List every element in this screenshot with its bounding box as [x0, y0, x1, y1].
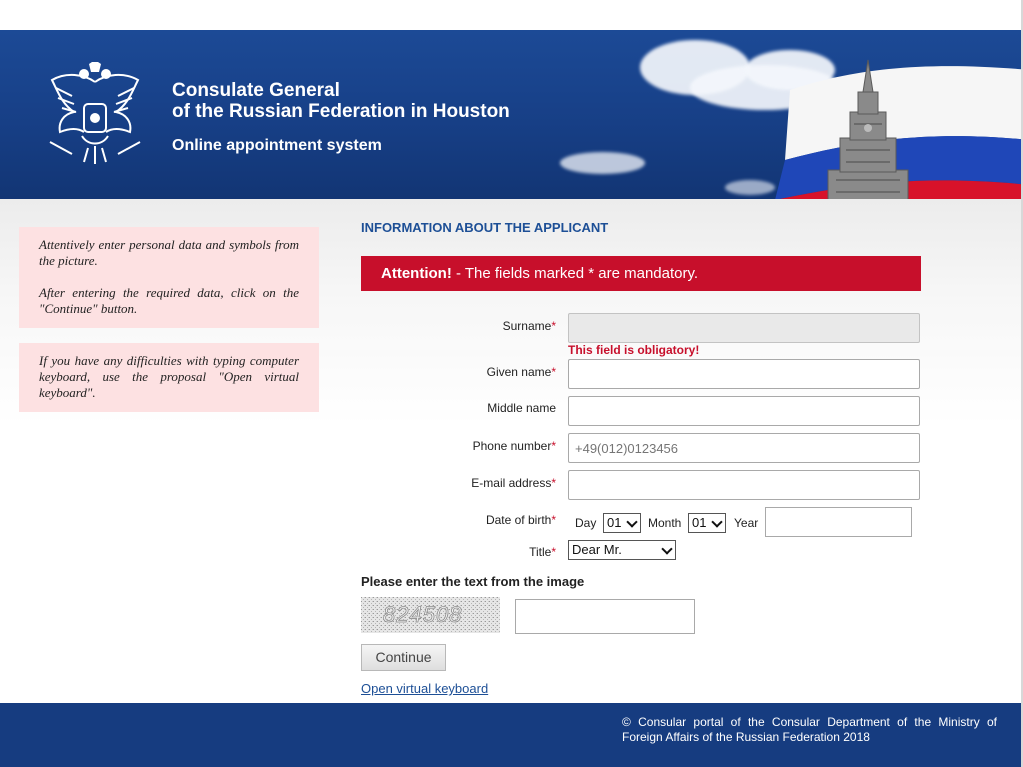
- dob-label: [486, 513, 556, 527]
- email-label: [471, 476, 556, 490]
- keyboard-hint-note: [19, 343, 319, 412]
- surname-label: [503, 319, 556, 333]
- label-text: E-mail address: [471, 476, 552, 490]
- site-title-line2: of the Russian Federation in Houston: [172, 101, 510, 122]
- section-title: INFORMATION ABOUT THE APPLICANT: [361, 220, 609, 235]
- chevron-down-icon: [626, 516, 637, 527]
- note-text: After entering the required data, click on the "Continue" button.: [39, 285, 299, 316]
- chevron-down-icon: [661, 543, 672, 554]
- captcha-prompt: Please enter the text from the image: [361, 574, 585, 589]
- label-text: Title: [529, 545, 552, 559]
- captcha-code: 824508: [383, 602, 463, 627]
- email-input[interactable]: [568, 470, 920, 500]
- required-mark: *: [551, 319, 556, 333]
- title-label: [529, 545, 556, 559]
- surname-input[interactable]: [568, 313, 920, 343]
- label-text: Surname: [502, 319, 552, 333]
- middle-name-label: Middle name: [487, 401, 556, 415]
- attention-banner: [361, 256, 921, 291]
- middle-name-input[interactable]: [568, 396, 920, 426]
- instruction-note: [19, 227, 319, 328]
- title-select[interactable]: [568, 540, 676, 560]
- phone-label: [473, 439, 556, 453]
- title-value: Dear Mr.: [572, 542, 622, 557]
- captcha-image: [361, 597, 500, 633]
- month-select[interactable]: [688, 513, 726, 533]
- russian-flag-building-image: [770, 50, 1023, 199]
- note-text: Attentively enter personal data and symbols from the picture.: [39, 237, 299, 268]
- captcha-input[interactable]: [515, 599, 695, 634]
- year-input[interactable]: [765, 507, 912, 537]
- required-mark: *: [551, 545, 556, 559]
- label-text: Phone number: [472, 439, 552, 453]
- year-label: Year: [734, 516, 759, 530]
- phone-input[interactable]: [568, 433, 920, 463]
- day-select[interactable]: [603, 513, 641, 533]
- label-text: Given name: [486, 365, 552, 379]
- cloud-decoration: [560, 152, 645, 174]
- chevron-down-icon: [711, 516, 722, 527]
- note-text: If you have any difficulties with typing computer keyboard, use the proposal "Open virtual keyboard".: [39, 353, 299, 400]
- site-title-line1: Consulate General: [172, 80, 340, 101]
- open-virtual-keyboard-link[interactable]: Open virtual keyboard: [361, 681, 489, 696]
- site-header: [0, 30, 1023, 199]
- attention-text: - The fields marked * are mandatory.: [451, 265, 699, 282]
- required-mark: *: [551, 476, 556, 490]
- footer-copyright: © Consular portal of the Consular Department of the Ministry of Foreign Affairs of the Russian Federation 2018: [622, 715, 997, 744]
- site-subtitle: Online appointment system: [172, 137, 382, 154]
- cloud-decoration: [725, 180, 775, 195]
- given-name-input[interactable]: [568, 359, 920, 389]
- label-text: Date of birth: [485, 513, 552, 527]
- required-mark: *: [551, 439, 556, 453]
- attention-strong: Attention!: [381, 265, 452, 282]
- month-value: 01: [692, 515, 707, 530]
- coat-of-arms-icon: [44, 62, 146, 168]
- surname-error: This field is obligatory!: [568, 343, 700, 357]
- month-label: Month: [648, 516, 682, 530]
- required-mark: *: [551, 365, 556, 379]
- day-value: 01: [607, 515, 622, 530]
- required-mark: *: [551, 513, 556, 527]
- given-name-label: [487, 365, 556, 379]
- day-label: Day: [575, 516, 597, 530]
- continue-button[interactable]: Continue: [361, 644, 446, 671]
